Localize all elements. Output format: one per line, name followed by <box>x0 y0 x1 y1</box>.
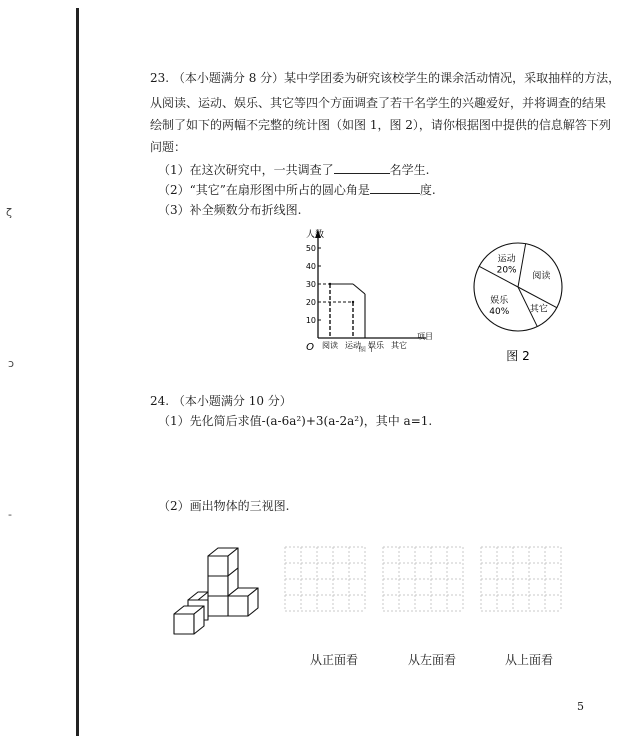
x-tick-label: 其它 <box>391 341 407 350</box>
slice-label: 运动 <box>497 254 516 265</box>
q24-heading: 24. （本小题满分 10 分） <box>150 394 292 408</box>
q23-sub2 <box>158 182 436 198</box>
pie-chart-svg <box>466 240 572 364</box>
view-label-top: 从上面看 <box>505 653 554 667</box>
data-point <box>352 301 354 303</box>
margin-mark: ɔ <box>8 357 15 370</box>
origin-label: O <box>306 342 314 352</box>
grid-front-view[interactable] <box>282 544 368 618</box>
q23-sub3: （3）补全频数分布折线图. <box>158 203 302 217</box>
slice-label: 阅读 <box>532 271 551 282</box>
grid-svg <box>478 544 564 614</box>
answer-blank-2[interactable] <box>370 182 420 194</box>
x-tick-label: 运动 <box>345 341 361 350</box>
series-line <box>353 284 365 294</box>
view-label-front: 从正面看 <box>310 653 359 667</box>
q23-intro-line4: 问题： <box>150 140 187 154</box>
q23-intro-line1: 23. （本小题满分 8 分）某中学团委为研究该校学生的课余活动情况，采取抽样的方法， <box>150 71 621 85</box>
cube-stack-svg <box>166 540 266 640</box>
margin-mark: ζ <box>6 206 12 219</box>
slice-value-label: 20% <box>496 265 517 276</box>
figure-1-caption: 图 1 <box>358 346 374 352</box>
y-tick-label: 40 <box>305 262 316 271</box>
q23-intro-line2: 从阅读、运动、娱乐、其它等四个方面调查了若干名学生的兴趣爱好，并将调查的结果 <box>150 96 607 110</box>
margin-mark: - <box>8 508 12 521</box>
q23-sub1-prefix: （1）在这次研究中，一共调查了 <box>158 163 334 177</box>
line-chart-svg <box>300 226 440 352</box>
slice-label: 娱乐 <box>490 296 509 307</box>
grid-top-view[interactable] <box>478 544 564 618</box>
x-axis-label: 项目 <box>417 332 433 341</box>
view-label-left: 从左面看 <box>408 653 457 667</box>
binding-line <box>76 8 79 736</box>
q23-sub1 <box>158 162 429 178</box>
y-tick-label: 30 <box>305 280 316 289</box>
q24-part2: （2）画出物体的三视图. <box>158 499 290 513</box>
grid-svg <box>380 544 466 614</box>
slice-value-label: 40% <box>489 307 510 318</box>
cube-stack-figure <box>166 540 266 644</box>
q23-sub1-suffix: 名学生. <box>389 163 430 177</box>
q24-part1: （1）先化简后求值-(a-6a²)+3(a-2a²)，其中 a=1. <box>158 414 433 428</box>
figure-2-pie-chart <box>466 240 572 368</box>
q23-sub2-suffix: 度. <box>419 183 436 197</box>
grid-svg <box>282 544 368 614</box>
figure-1-line-chart <box>300 226 440 356</box>
slice-boundary <box>518 244 526 287</box>
q23-intro-line3: 绘制了如下的两幅不完整的统计图（如图 1，图 2），请你根据图中提供的信息解答下列 <box>150 118 611 132</box>
y-tick-label: 10 <box>305 316 316 325</box>
q23-sub2-prefix: （2）“其它”在扇形图中所占的圆心角是 <box>158 183 370 197</box>
grid-left-view[interactable] <box>380 544 466 618</box>
page-number: 5 <box>577 700 584 713</box>
y-axis-label: 人数 <box>306 230 325 240</box>
x-tick-label: 娱乐 <box>368 341 384 350</box>
figure-2-caption: 图 2 <box>506 349 530 363</box>
slice-label: 其它 <box>529 304 548 315</box>
y-tick-label: 20 <box>305 298 316 307</box>
x-tick-label: 阅读 <box>322 341 338 350</box>
answer-blank-1[interactable] <box>334 162 390 174</box>
y-tick-label: 50 <box>305 244 316 253</box>
